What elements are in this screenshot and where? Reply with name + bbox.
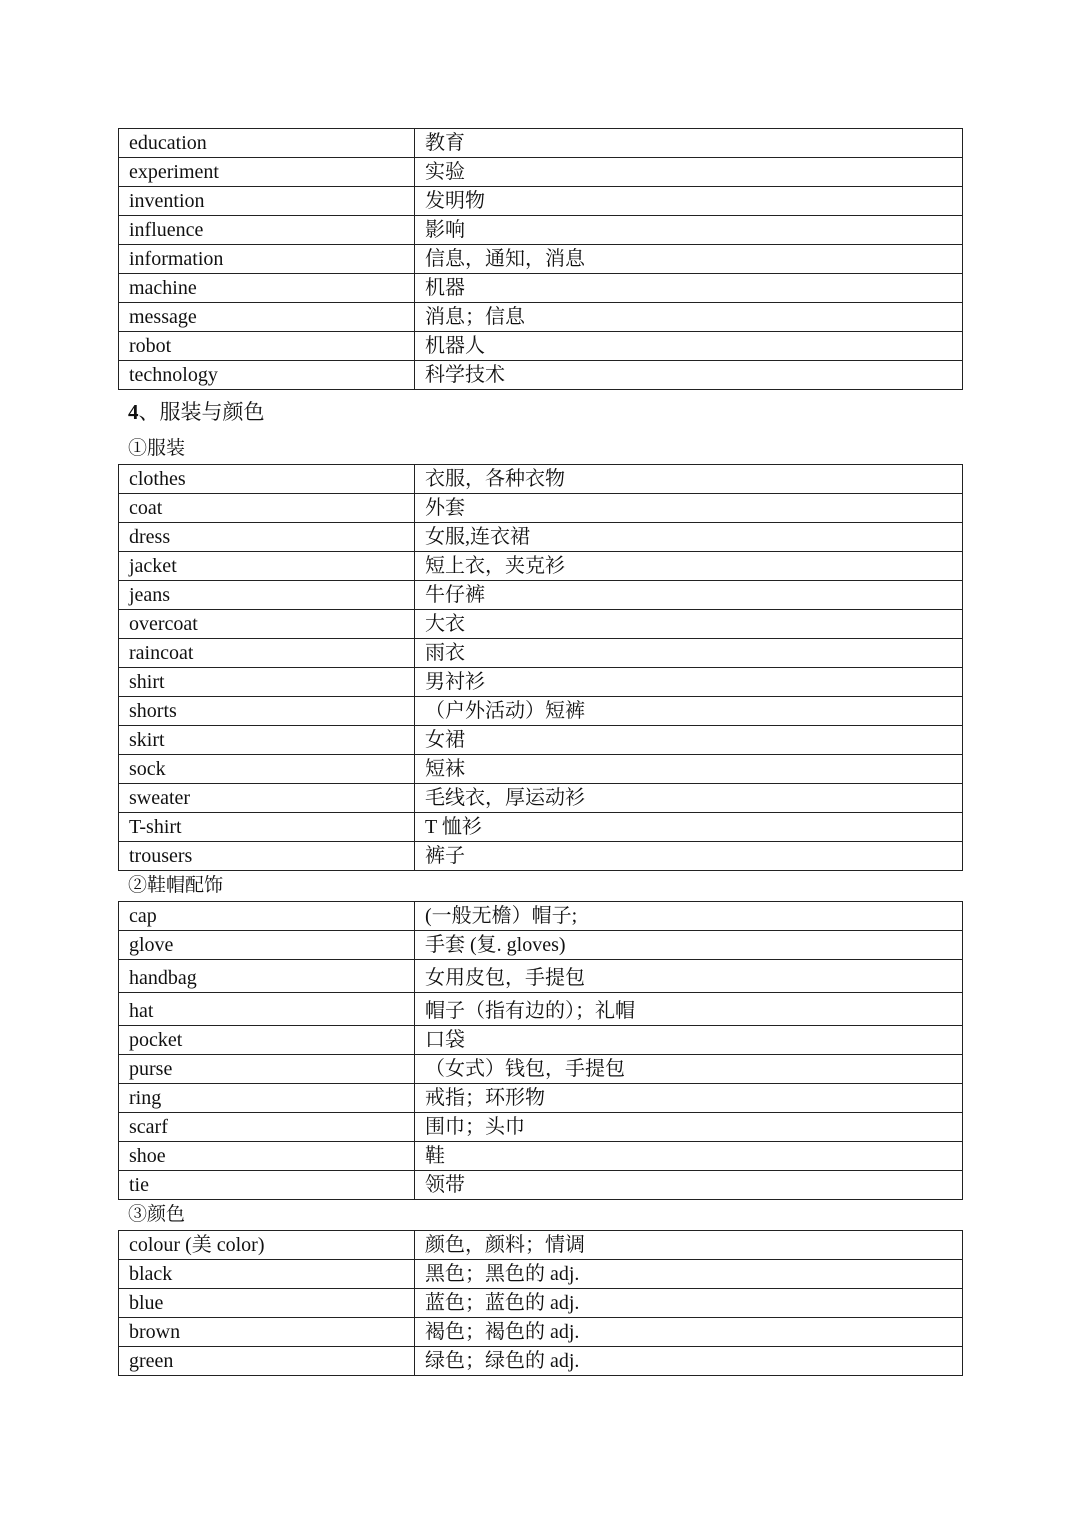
english-word: ring: [119, 1084, 415, 1113]
table-row: [119, 842, 963, 871]
english-word: glove: [119, 931, 415, 960]
english-word: shoe: [119, 1142, 415, 1171]
english-word: skirt: [119, 726, 415, 755]
table-row: [119, 361, 963, 390]
table-row: [119, 931, 963, 960]
chinese-meaning: 领带: [415, 1171, 963, 1200]
chinese-meaning: 毛线衣，厚运动衫: [415, 784, 963, 813]
table-row: [119, 216, 963, 245]
chinese-meaning: 牛仔裤: [415, 581, 963, 610]
chinese-meaning: （户外活动）短裤: [415, 697, 963, 726]
table-row: [119, 1055, 963, 1084]
english-word: colour (美 color): [119, 1231, 415, 1260]
chinese-meaning: 男衬衫: [415, 668, 963, 697]
english-word: invention: [119, 187, 415, 216]
chinese-meaning: 衣服，各种衣物: [415, 465, 963, 494]
table-row: [119, 187, 963, 216]
english-word: robot: [119, 332, 415, 361]
table-row: [119, 668, 963, 697]
table-row: [119, 784, 963, 813]
chinese-meaning: 鞋: [415, 1142, 963, 1171]
chinese-meaning: 短袜: [415, 755, 963, 784]
section-title: 、服装与颜色: [138, 400, 265, 424]
table-row: [119, 1113, 963, 1142]
accessories-subheading: ②鞋帽配饰: [128, 875, 224, 896]
chinese-meaning: 短上衣，夹克衫: [415, 552, 963, 581]
english-word: shorts: [119, 697, 415, 726]
table-row: [119, 1142, 963, 1171]
table-row: [119, 610, 963, 639]
chinese-meaning: 女裙: [415, 726, 963, 755]
table-row: [119, 523, 963, 552]
english-word: T-shirt: [119, 813, 415, 842]
table-row: [119, 960, 963, 993]
table-row: [119, 639, 963, 668]
chinese-meaning: 帽子（指有边的）；礼帽: [415, 993, 963, 1026]
table-row: [119, 1289, 963, 1318]
table-row: [119, 494, 963, 523]
table-row: [119, 245, 963, 274]
english-word: influence: [119, 216, 415, 245]
table-row: [119, 129, 963, 158]
chinese-meaning: 消息；信息: [415, 303, 963, 332]
table-row: [119, 274, 963, 303]
table-row: [119, 158, 963, 187]
chinese-meaning: 发明物: [415, 187, 963, 216]
english-word: purse: [119, 1055, 415, 1084]
clothing-subheading: ①服装: [128, 438, 186, 459]
english-word: raincoat: [119, 639, 415, 668]
chinese-meaning: 围巾；头巾: [415, 1113, 963, 1142]
table-row: [119, 465, 963, 494]
table-row: [119, 303, 963, 332]
section-number: 4: [128, 400, 139, 424]
chinese-meaning: (一般无檐）帽子;: [415, 902, 963, 931]
table-row: [119, 1084, 963, 1113]
chinese-meaning: 手套 (复. gloves): [415, 931, 963, 960]
english-word: experiment: [119, 158, 415, 187]
table-row: [119, 755, 963, 784]
table-row: [119, 1260, 963, 1289]
english-word: information: [119, 245, 415, 274]
table-row: [119, 552, 963, 581]
chinese-meaning: 大衣: [415, 610, 963, 639]
chinese-meaning: 机器人: [415, 332, 963, 361]
chinese-meaning: 口袋: [415, 1026, 963, 1055]
chinese-meaning: 戒指；环形物: [415, 1084, 963, 1113]
table-row: [119, 1026, 963, 1055]
chinese-meaning: 科学技术: [415, 361, 963, 390]
table-row: [119, 1347, 963, 1376]
chinese-meaning: 褐色；褐色的 adj.: [415, 1318, 963, 1347]
table-row: [119, 1171, 963, 1200]
colors-subheading: ③颜色: [128, 1204, 186, 1225]
colors-table: [118, 1230, 963, 1376]
table-row: [119, 1231, 963, 1260]
chinese-meaning: 绿色；绿色的 adj.: [415, 1347, 963, 1376]
table-row: [119, 1318, 963, 1347]
chinese-meaning: 信息，通知，消息: [415, 245, 963, 274]
tech-vocab-table: [118, 128, 963, 390]
english-word: message: [119, 303, 415, 332]
chinese-meaning: 影响: [415, 216, 963, 245]
english-word: shirt: [119, 668, 415, 697]
english-word: overcoat: [119, 610, 415, 639]
chinese-meaning: 实验: [415, 158, 963, 187]
table-row: [119, 726, 963, 755]
chinese-meaning: 女服,连衣裙: [415, 523, 963, 552]
english-word: technology: [119, 361, 415, 390]
chinese-meaning: 颜色，颜料；情调: [415, 1231, 963, 1260]
english-word: sock: [119, 755, 415, 784]
english-word: green: [119, 1347, 415, 1376]
chinese-meaning: 蓝色；蓝色的 adj.: [415, 1289, 963, 1318]
chinese-meaning: 黑色；黑色的 adj.: [415, 1260, 963, 1289]
chinese-meaning: 女用皮包，手提包: [415, 960, 963, 993]
table-row: [119, 902, 963, 931]
table-row: [119, 581, 963, 610]
vocabulary-page: [118, 128, 962, 1376]
english-word: cap: [119, 902, 415, 931]
chinese-meaning: 雨衣: [415, 639, 963, 668]
english-word: scarf: [119, 1113, 415, 1142]
english-word: clothes: [119, 465, 415, 494]
table-row: [119, 813, 963, 842]
chinese-meaning: （女式）钱包，手提包: [415, 1055, 963, 1084]
english-word: tie: [119, 1171, 415, 1200]
english-word: brown: [119, 1318, 415, 1347]
english-word: coat: [119, 494, 415, 523]
english-word: education: [119, 129, 415, 158]
clothing-table: [118, 464, 963, 871]
chinese-meaning: T 恤衫: [415, 813, 963, 842]
chinese-meaning: 机器: [415, 274, 963, 303]
english-word: blue: [119, 1289, 415, 1318]
table-row: [119, 993, 963, 1026]
table-row: [119, 332, 963, 361]
table-row: [119, 697, 963, 726]
section-heading: [118, 390, 962, 434]
chinese-meaning: 教育: [415, 129, 963, 158]
english-word: black: [119, 1260, 415, 1289]
chinese-meaning: 裤子: [415, 842, 963, 871]
english-word: pocket: [119, 1026, 415, 1055]
english-word: jeans: [119, 581, 415, 610]
english-word: dress: [119, 523, 415, 552]
english-word: machine: [119, 274, 415, 303]
english-word: jacket: [119, 552, 415, 581]
accessories-table: [118, 901, 963, 1200]
chinese-meaning: 外套: [415, 494, 963, 523]
english-word: sweater: [119, 784, 415, 813]
english-word: hat: [119, 993, 415, 1026]
english-word: trousers: [119, 842, 415, 871]
english-word: handbag: [119, 960, 415, 993]
